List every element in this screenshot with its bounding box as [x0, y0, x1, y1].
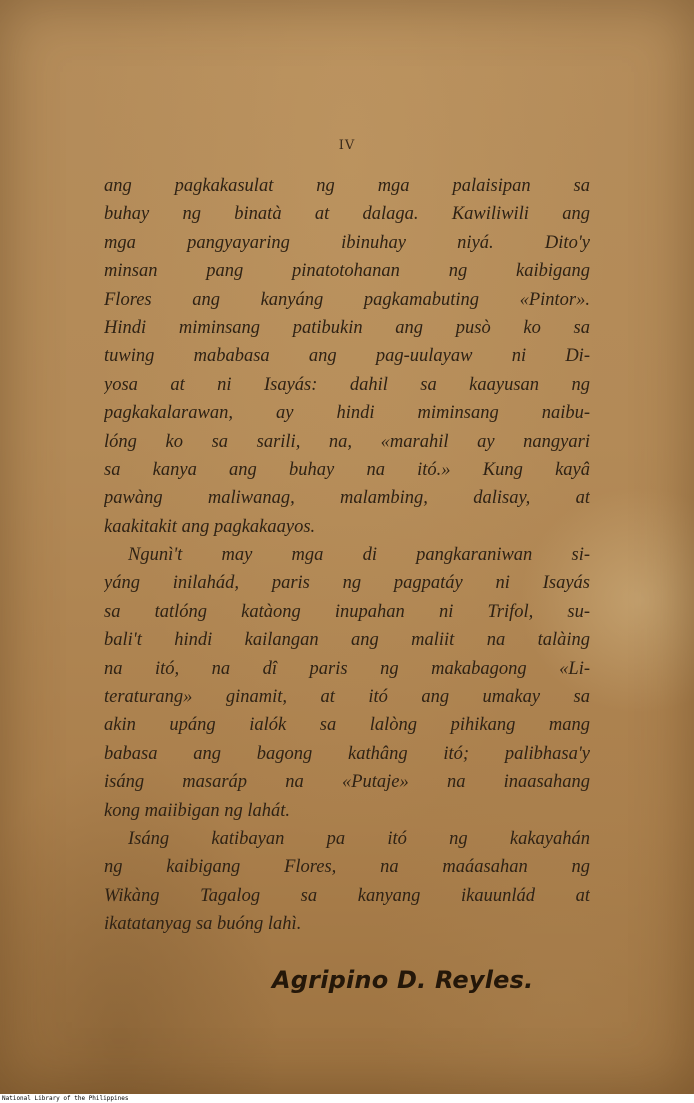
text-line: mga pangyayaring ibinuhay niyá. Dito'y	[104, 232, 590, 253]
text-line: sa kanya ang buhay na itó.» Kung kayâ	[104, 459, 590, 480]
text-line: kaakitakit ang pagkakaayos.	[104, 516, 316, 537]
text-line: ang pagkakasulat ng mga palaisipan sa	[104, 176, 590, 196]
text-line: teraturang» ginamit, at itó ang umakay sa	[104, 687, 590, 708]
text-line: sa tatlóng katàong inupahan ni Trifol, su-	[104, 601, 590, 622]
text-line: buhay ng binatà at dalaga. Kawiliwili ang	[104, 204, 590, 225]
text-line: lóng ko sa sarili, na, «marahil ay nangyari	[104, 431, 590, 452]
body-text	[104, 172, 590, 939]
text-line: Isáng katibayan pa itó ng kakayahán	[128, 828, 590, 849]
text-line: isáng masaráp na «Putaje» na inaasahang	[104, 772, 590, 793]
text-line: Ngunì't may mga di pangkaraniwan si-	[128, 545, 590, 566]
text-line: pagkakalarawan, ay hindi miminsang naibu-	[104, 403, 590, 424]
text-line: yosa at ni Isayás: dahil sa kaayusan ng	[104, 374, 590, 395]
text-line: Wikàng Tagalog sa kanyang ikauunlád at	[104, 885, 590, 906]
text-line: akin upáng ialók sa lalòng pihikang mang	[104, 715, 590, 736]
text-line: pawàng maliwanag, malambing, dalisay, at	[104, 488, 590, 509]
text-line: minsan pang pinatotohanan ng kaibigang	[104, 261, 590, 282]
footer-credit: National Library of the Philippines	[2, 1095, 129, 1102]
page-number: IV	[338, 138, 356, 153]
text-line: bali't hindi kailangan ang maliit na talàing	[104, 630, 590, 651]
text-line: Hindi miminsang patibukin ang pusò ko sa	[104, 317, 590, 338]
text-line: kong maiibigan ng lahát.	[104, 800, 291, 821]
text-line: ikatatanyag sa buóng lahì.	[104, 914, 302, 935]
text-line: babasa ang bagong kathâng itó; palibhasa'y	[104, 743, 590, 764]
author-signature: Agripino D. Reyles.	[272, 966, 534, 994]
text-line: ng kaibigang Flores, na maáasahan ng	[104, 857, 590, 878]
text-line: yáng inilahád, paris ng pagpatáy ni Isayás	[104, 573, 590, 594]
text-line: Flores ang kanyáng pagkamabuting «Pintor».	[104, 289, 590, 310]
text-line: na itó, na dî paris ng makabagong «Li-	[104, 658, 590, 679]
text-line: tuwing mababasa ang pag-uulayaw ni Di-	[104, 346, 590, 367]
